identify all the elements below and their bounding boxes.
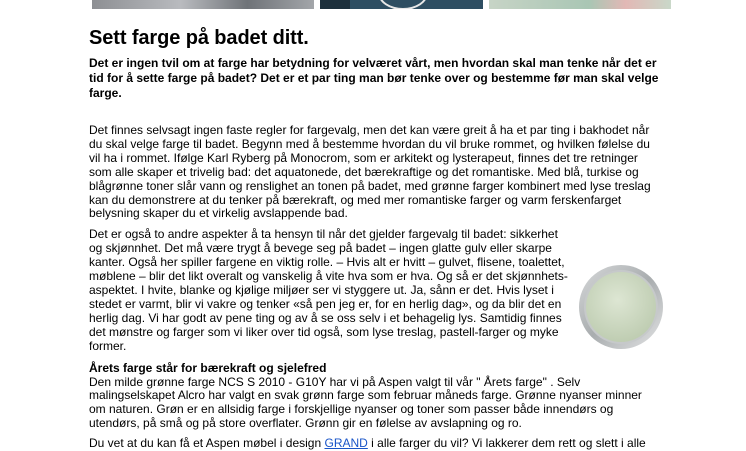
top-photo-strip — [0, 0, 746, 9]
article-title: Sett farge på badet ditt. — [89, 27, 309, 49]
pastel-tiles-photo-icon — [489, 0, 671, 9]
paragraph-4-text-start: Du vet at du kan få et Aspen møbel i design — [89, 436, 325, 451]
article-lead: Det er ingen tvil om at farge har betydning for velværet vårt, men hvordan skal man tenke når det er tid for å sette farge på badet? Det er et par ting man bør tenke over og bestemme før man skal velge farge. — [89, 56, 659, 100]
article-subheading: Årets farge står for bærekraft og sjelefred — [89, 360, 327, 375]
article-paragraph-2: Det er også to andre aspekter å ta hensyn til når det gjelder fargevalg til badet: sikkerhet og skjønnhet. Det må være trygt å bevege seg på badet – ingen glatte gulv eller skarpe kanter. Også her spiller fargene en viktig rolle. – Hvis alt er hvitt – gulvet, flisene, toalettet, møblene – blir det likt overalt og vanskelig å vite hva som er hva. Og så er det skjønnhets-aspektet. I hvite, blanke og kjølige miljøer ser vi styggere ut. Ja, sånn er det. Hvis lyset i stedet er varmt, blir vi vakre og tenker «så pen jeg er, for en herlig dag», og da blir det en herlig dag. Vi har godt av pene ting og av å se oss selv i et behagelig lys. Samtidig finnes det mønstre og farger som vi liker over tid også, som lyse treslag, pastell-farger og myke former. — [89, 227, 568, 353]
paint-can-icon — [578, 264, 664, 350]
article-paragraph-1: Det finnes selvsagt ingen faste regler for fargevalg, men det kan være greit å ha et par ting i bakhodet når du skal velge farge til badet. Begynn med å bestemme hvordan du vil bruke rommet, og hvilken følelse du vil ha i rommet. Ifølge Karl Ryberg på Monocrom, som er arkitekt og lysterapeut, finnes det tre retninger som alle skaper et trivelig bad: det aquatonede, det bærekraftige og det romantiske. Med blå, turkise og blågrønne toner slår vann og renslighet an tonen på badet, med grønne farger kombinert med lyse treslag kan du demonstrere at du tenker på bærekraft, og med mer romantiske farger og varm ferskenfarget belysning skaper du et virkelig avslappende bad. — [89, 123, 651, 221]
article — [89, 26, 659, 451]
bathroom-photo-icon — [92, 0, 314, 9]
paragraph-4-text-end: i alle farger du vil? Vi lakkerer dem rett og slett i alle — [367, 436, 646, 451]
article-paragraph-3: Den milde grønne farge NCS S 2010 - G10Y har vi på Aspen valgt til vår " Årets farge" . Selv malingselskapet Alcro har valgt en svak grønn farge som februar måneds farge. Grønne nyanser minner om naturen. Grøn er en allsidig farge i forskjellige nyanser og toner som passer både innendørs og utendørs, på små og på store overflater. Grønn gir en følelse av avslapning og ro. — [89, 374, 642, 431]
round-mirror-shape — [378, 0, 428, 9]
paint-can-paint — [586, 272, 656, 342]
article-paragraph-4 — [89, 437, 659, 451]
mirror-photo-shade — [320, 0, 350, 9]
grand-design-link[interactable]: GRAND — [324, 436, 368, 451]
mirror-photo-icon — [320, 0, 483, 9]
